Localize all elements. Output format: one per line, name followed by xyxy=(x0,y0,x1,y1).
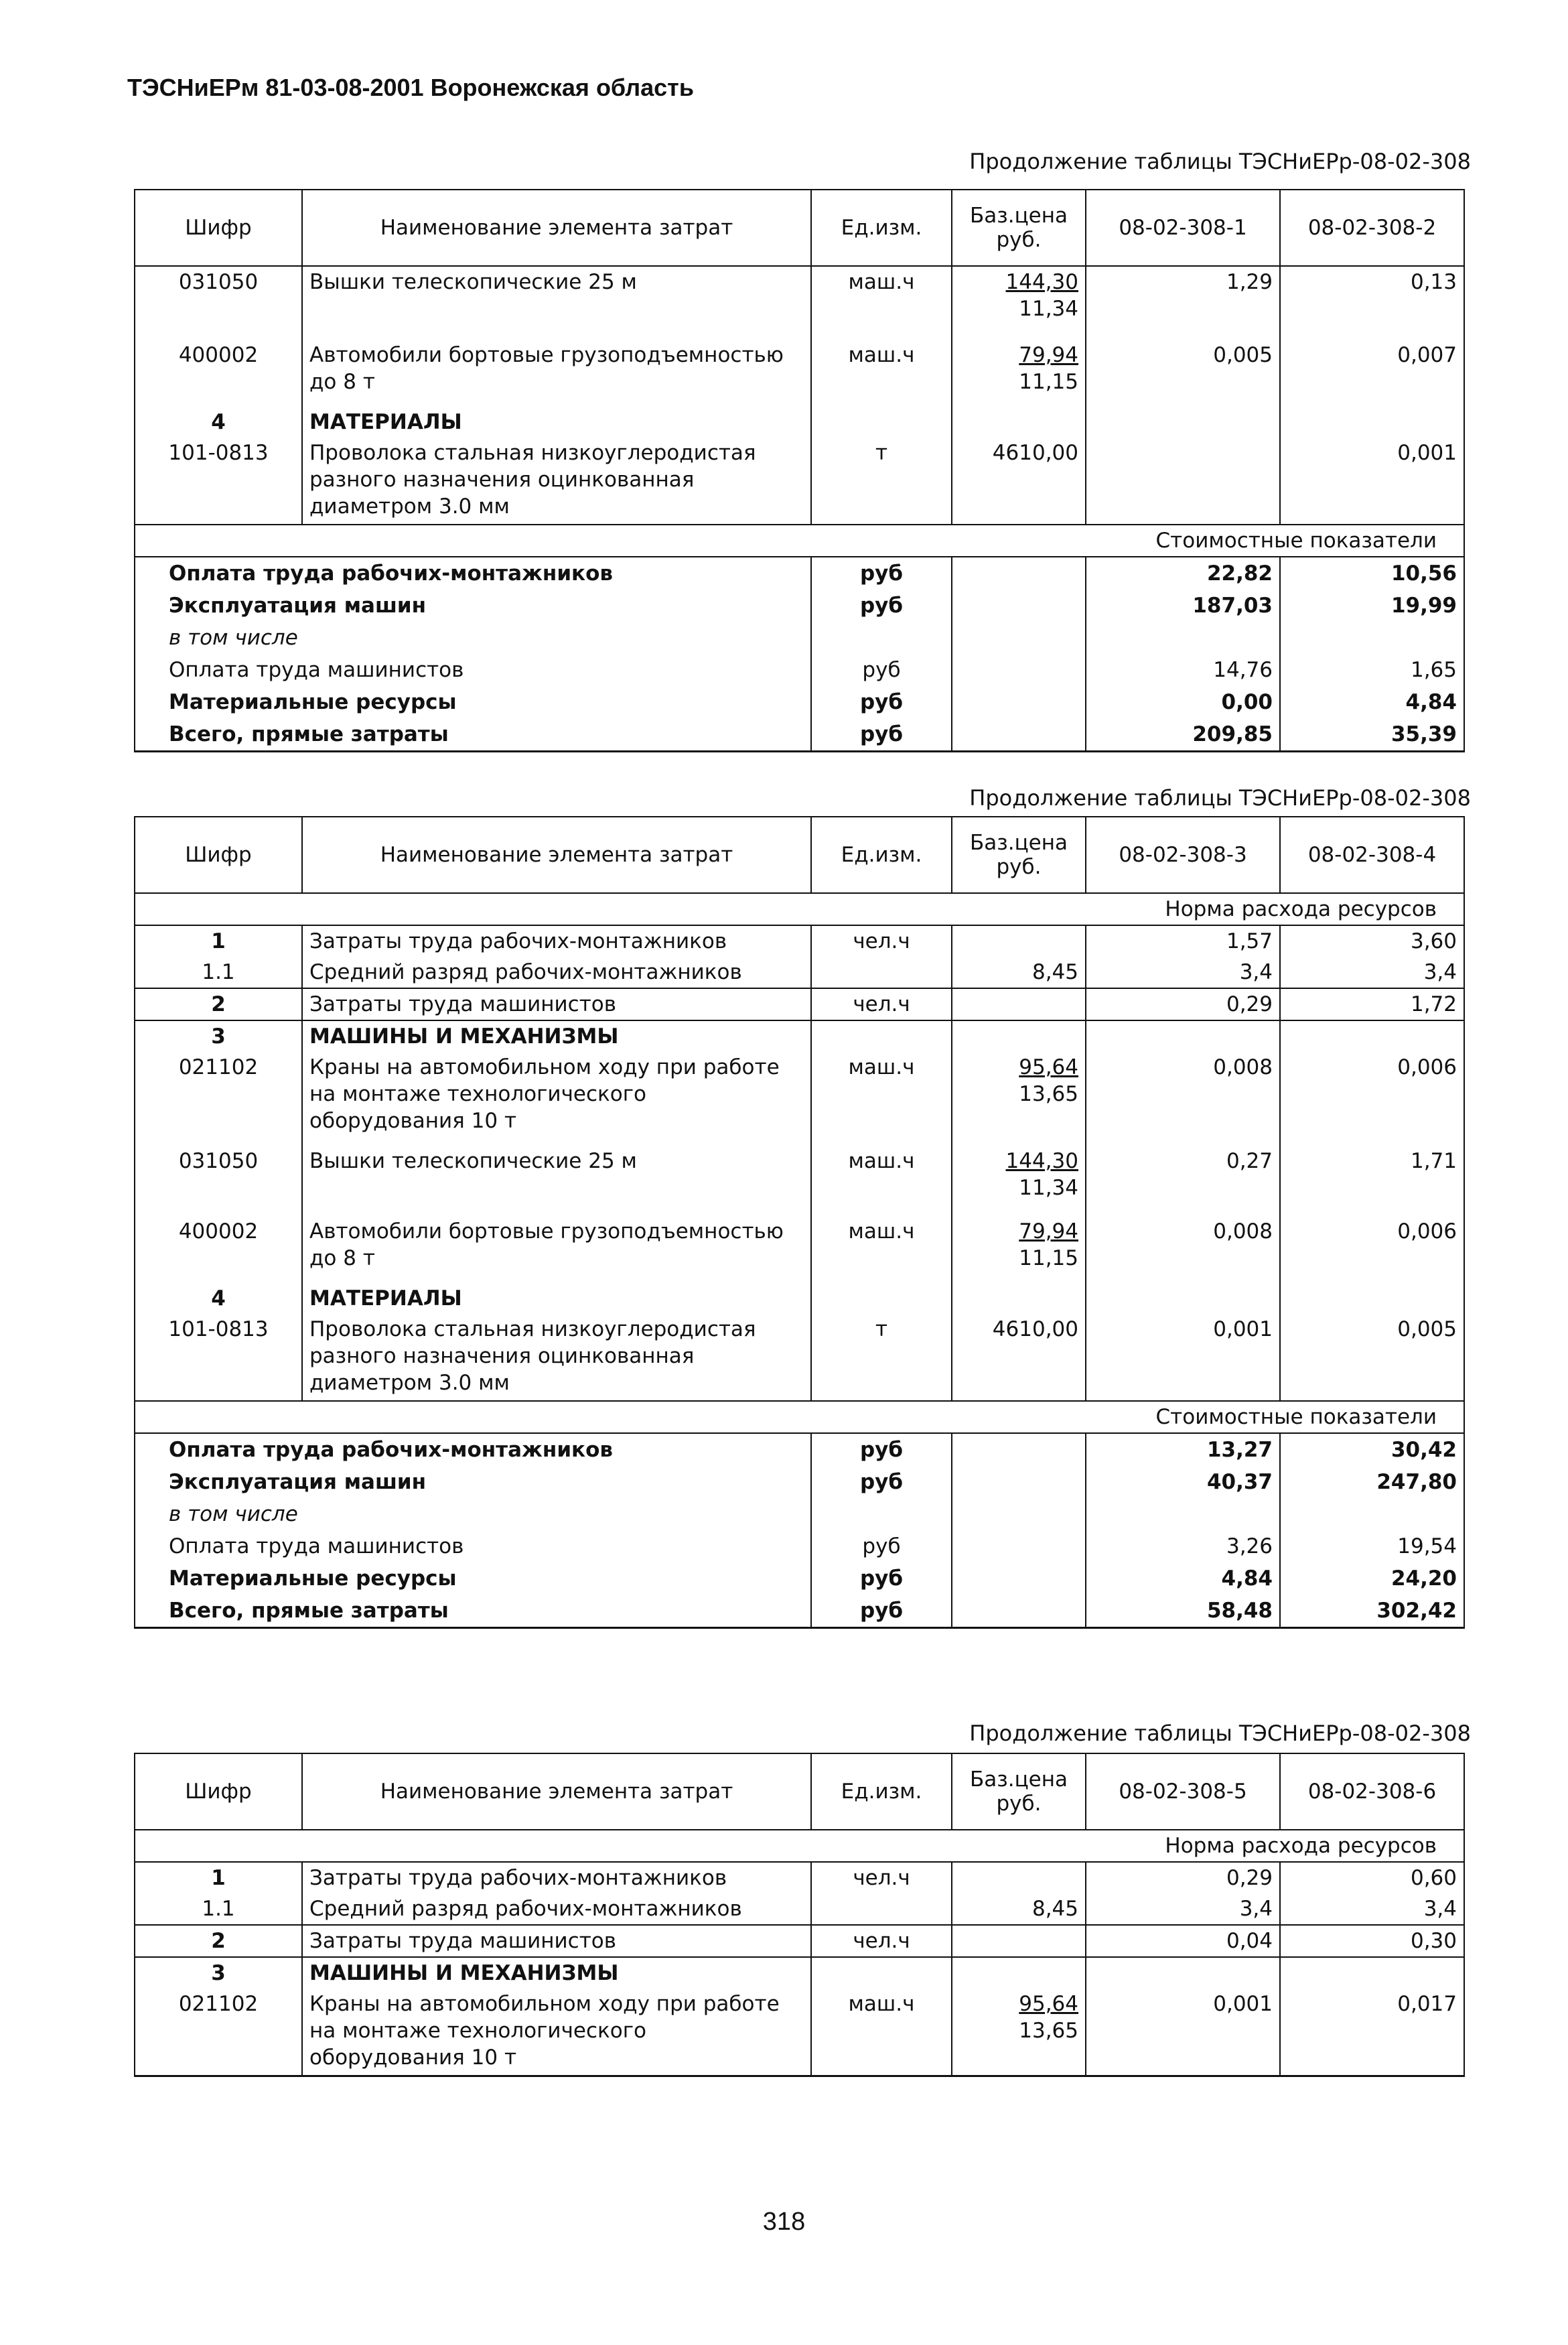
row-price xyxy=(952,1146,1086,1216)
cost-label: Оплата труда машинистов xyxy=(135,654,811,686)
row-price xyxy=(952,266,1086,340)
col-code-header: Шифр xyxy=(135,817,302,893)
cost-value-2: 4,84 xyxy=(1280,686,1464,718)
row-value-1: 0,008 xyxy=(1086,1052,1280,1146)
table-row xyxy=(135,1146,1464,1216)
cost-value-2: 10,56 xyxy=(1280,557,1464,590)
table-row xyxy=(135,1052,1464,1146)
row-value-1: 3,4 xyxy=(1086,957,1280,988)
row-name: Вышки телескопические 25 м xyxy=(302,266,811,340)
row-unit: маш.ч xyxy=(811,1146,952,1216)
row-code: 021102 xyxy=(135,1052,302,1146)
row-section-title: МАТЕРИАЛЫ xyxy=(302,407,811,438)
row-value-2: 3,60 xyxy=(1280,925,1464,957)
row-price xyxy=(952,1052,1086,1146)
row-name: Краны на автомобильном ходу при работе на монтаже технологического оборудования 10 т xyxy=(302,1052,811,1146)
col-norm1-header: 08-02-308-3 xyxy=(1086,817,1280,893)
row-unit: чел.ч xyxy=(811,925,952,957)
cost-unit: руб xyxy=(811,1530,952,1562)
row-code: 2 xyxy=(135,1925,302,1957)
section-label-row xyxy=(135,525,1464,557)
cost-row xyxy=(135,1595,1464,1628)
row-unit: чел.ч xyxy=(811,1862,952,1893)
estimate-table-1 xyxy=(134,189,1465,752)
cost-value-2: 302,42 xyxy=(1280,1595,1464,1628)
cost-unit: руб xyxy=(811,557,952,590)
col-norm1-header: 08-02-308-1 xyxy=(1086,190,1280,266)
cost-unit: руб xyxy=(811,718,952,752)
col-code-header: Шифр xyxy=(135,1753,302,1830)
row-price xyxy=(952,1925,1086,1957)
row-name: Средний разряд рабочих-монтажников xyxy=(302,1893,811,1925)
col-price-header: Баз.цена руб. xyxy=(952,1753,1086,1830)
price-main: 144,30 xyxy=(1005,270,1078,294)
estimate-table-3 xyxy=(134,1753,1465,2077)
cost-value-2: 35,39 xyxy=(1280,718,1464,752)
row-value-2: 0,006 xyxy=(1280,1052,1464,1146)
col-norm2-header: 08-02-308-4 xyxy=(1280,817,1464,893)
cost-value-2: 19,99 xyxy=(1280,590,1464,622)
row-price xyxy=(952,988,1086,1020)
cost-value-2: 30,42 xyxy=(1280,1433,1464,1466)
price-secondary: 11,34 xyxy=(1019,1176,1078,1200)
cost-value-1: 0,00 xyxy=(1086,686,1280,718)
table-caption: Продолжение таблицы ТЭСНиЕРр-08-02-308 xyxy=(969,1721,1471,1746)
cost-row xyxy=(135,557,1464,590)
table-row xyxy=(135,988,1464,1020)
row-code: 031050 xyxy=(135,1146,302,1216)
row-code: 2 xyxy=(135,988,302,1020)
cost-row xyxy=(135,1466,1464,1498)
row-value-1: 0,27 xyxy=(1086,1146,1280,1216)
row-code: 1.1 xyxy=(135,957,302,988)
row-name: Затраты труда машинистов xyxy=(302,988,811,1020)
row-code: 101-0813 xyxy=(135,438,302,525)
cost-value-1: 13,27 xyxy=(1086,1433,1280,1466)
cost-label: Эксплуатация машин xyxy=(135,590,811,622)
cost-value-2: 19,54 xyxy=(1280,1530,1464,1562)
norma-section-label: Норма расхода ресурсов xyxy=(135,893,1464,925)
cost-unit: руб xyxy=(811,1595,952,1628)
table-row xyxy=(135,1893,1464,1925)
row-value-1: 0,001 xyxy=(1086,1314,1280,1401)
price-main: 95,64 xyxy=(1019,1055,1078,1079)
row-code: 400002 xyxy=(135,1216,302,1283)
row-value-2: 1,72 xyxy=(1280,988,1464,1020)
row-price: 8,45 xyxy=(952,1893,1086,1925)
cost-value-1: 4,84 xyxy=(1086,1562,1280,1595)
cost-value-1: 187,03 xyxy=(1086,590,1280,622)
row-unit: маш.ч xyxy=(811,340,952,407)
cost-section-label: Стоимостные показатели xyxy=(135,525,1464,557)
row-section-title: МАШИНЫ И МЕХАНИЗМЫ xyxy=(302,1020,811,1052)
row-unit: маш.ч xyxy=(811,1052,952,1146)
cost-row xyxy=(135,1433,1464,1466)
row-unit: чел.ч xyxy=(811,1925,952,1957)
row-name: Средний разряд рабочих-монтажников xyxy=(302,957,811,988)
row-value-1: 0,29 xyxy=(1086,1862,1280,1893)
col-unit-header: Ед.изм. xyxy=(811,817,952,893)
cost-label: в том числе xyxy=(135,622,811,654)
row-value-2: 0,017 xyxy=(1280,1989,1464,2076)
cost-label: Оплата труда машинистов xyxy=(135,1530,811,1562)
row-unit xyxy=(811,1893,952,1925)
table-caption: Продолжение таблицы ТЭСНиЕРр-08-02-308 xyxy=(969,149,1471,174)
row-price xyxy=(952,1862,1086,1893)
estimate-table-2 xyxy=(134,816,1465,1629)
cost-value-2: 1,65 xyxy=(1280,654,1464,686)
row-section-title: МАТЕРИАЛЫ xyxy=(302,1283,811,1314)
row-value-1: 0,001 xyxy=(1086,1989,1280,2076)
row-name: Проволока стальная низкоуглеродистая разного назначения оцинкованная диаметром 3.0 мм xyxy=(302,1314,811,1401)
row-code: 400002 xyxy=(135,340,302,407)
price-main: 95,64 xyxy=(1019,1992,1078,2016)
cost-row xyxy=(135,1562,1464,1595)
row-code: 031050 xyxy=(135,266,302,340)
price-secondary: 13,65 xyxy=(1019,2019,1078,2043)
cost-unit: руб xyxy=(811,654,952,686)
row-value-1: 0,04 xyxy=(1086,1925,1280,1957)
row-price xyxy=(952,340,1086,407)
cost-unit: руб xyxy=(811,686,952,718)
table-header-row xyxy=(135,190,1464,266)
page-number: 318 xyxy=(762,2208,806,2236)
row-value-1: 0,005 xyxy=(1086,340,1280,407)
row-name: Затраты труда рабочих-монтажников xyxy=(302,925,811,957)
cost-row xyxy=(135,590,1464,622)
row-code: 4 xyxy=(135,407,302,438)
row-name: Вышки телескопические 25 м xyxy=(302,1146,811,1216)
row-price xyxy=(952,1989,1086,2076)
cost-unit: руб xyxy=(811,1433,952,1466)
cost-row xyxy=(135,654,1464,686)
cost-value-1: 22,82 xyxy=(1086,557,1280,590)
row-price xyxy=(952,1216,1086,1283)
row-value-1: 0,008 xyxy=(1086,1216,1280,1283)
table-row xyxy=(135,407,1464,438)
row-value-2: 1,71 xyxy=(1280,1146,1464,1216)
section-label-row xyxy=(135,1830,1464,1862)
row-code: 021102 xyxy=(135,1989,302,2076)
row-code: 4 xyxy=(135,1283,302,1314)
col-norm2-header: 08-02-308-2 xyxy=(1280,190,1464,266)
cost-label: в том числе xyxy=(135,1498,811,1530)
table-row xyxy=(135,1989,1464,2076)
cost-label: Оплата труда рабочих-монтажников xyxy=(135,1433,811,1466)
row-value-1 xyxy=(1086,438,1280,525)
cost-row xyxy=(135,686,1464,718)
cost-unit: руб xyxy=(811,1562,952,1595)
row-value-2: 3,4 xyxy=(1280,1893,1464,1925)
row-value-2: 0,005 xyxy=(1280,1314,1464,1401)
table-row xyxy=(135,438,1464,525)
price-main: 144,30 xyxy=(1005,1149,1078,1173)
page-header: ТЭСНиЕРм 81-03-08-2001 Воронежская область xyxy=(127,74,694,101)
table-row xyxy=(135,340,1464,407)
table-row xyxy=(135,1314,1464,1401)
col-name-header: Наименование элемента затрат xyxy=(302,190,811,266)
cost-row xyxy=(135,1498,1464,1530)
col-price-header: Баз.цена руб. xyxy=(952,190,1086,266)
norma-section-label: Норма расхода ресурсов xyxy=(135,1830,1464,1862)
table-row xyxy=(135,957,1464,988)
table-row xyxy=(135,1283,1464,1314)
row-code: 101-0813 xyxy=(135,1314,302,1401)
cost-value-1: 58,48 xyxy=(1086,1595,1280,1628)
table-header-row xyxy=(135,817,1464,893)
row-code: 1 xyxy=(135,925,302,957)
row-code: 3 xyxy=(135,1020,302,1052)
price-secondary: 11,15 xyxy=(1019,1246,1078,1270)
cost-label: Эксплуатация машин xyxy=(135,1466,811,1498)
price-secondary: 11,34 xyxy=(1019,297,1078,321)
table-row xyxy=(135,266,1464,340)
col-price-header: Баз.цена руб. xyxy=(952,817,1086,893)
col-name-header: Наименование элемента затрат xyxy=(302,1753,811,1830)
row-value-1: 1,57 xyxy=(1086,925,1280,957)
row-section-title: МАШИНЫ И МЕХАНИЗМЫ xyxy=(302,1957,811,1989)
cost-label: Оплата труда рабочих-монтажников xyxy=(135,557,811,590)
row-value-2: 0,13 xyxy=(1280,266,1464,340)
cost-label: Материальные ресурсы xyxy=(135,1562,811,1595)
row-value-1: 3,4 xyxy=(1086,1893,1280,1925)
price-secondary: 13,65 xyxy=(1019,1082,1078,1106)
col-unit-header: Ед.изм. xyxy=(811,190,952,266)
row-name: Краны на автомобильном ходу при работе на монтаже технологического оборудования 10 т xyxy=(302,1989,811,2076)
row-name: Проволока стальная низкоуглеродистая разного назначения оцинкованная диаметром 3.0 мм xyxy=(302,438,811,525)
row-value-2: 0,001 xyxy=(1280,438,1464,525)
table-row xyxy=(135,1020,1464,1052)
cost-value-1: 14,76 xyxy=(1086,654,1280,686)
table-header-row xyxy=(135,1753,1464,1830)
row-value-1: 1,29 xyxy=(1086,266,1280,340)
row-code: 1 xyxy=(135,1862,302,1893)
cost-value-2: 247,80 xyxy=(1280,1466,1464,1498)
row-price: 4610,00 xyxy=(952,1314,1086,1401)
cost-row xyxy=(135,718,1464,752)
row-unit: чел.ч xyxy=(811,988,952,1020)
cost-row xyxy=(135,1530,1464,1562)
row-unit: маш.ч xyxy=(811,1216,952,1283)
table-row xyxy=(135,1925,1464,1957)
row-value-2: 0,006 xyxy=(1280,1216,1464,1283)
row-price xyxy=(952,925,1086,957)
row-unit xyxy=(811,957,952,988)
row-name: Затраты труда машинистов xyxy=(302,1925,811,1957)
section-label-row xyxy=(135,1401,1464,1433)
cost-label: Всего, прямые затраты xyxy=(135,718,811,752)
price-main: 79,94 xyxy=(1019,1219,1078,1244)
row-value-1: 0,29 xyxy=(1086,988,1280,1020)
cost-label: Материальные ресурсы xyxy=(135,686,811,718)
row-name: Автомобили бортовые грузоподъемностью до 8 т xyxy=(302,1216,811,1283)
table-row xyxy=(135,925,1464,957)
row-value-2: 0,60 xyxy=(1280,1862,1464,1893)
row-unit: маш.ч xyxy=(811,1989,952,2076)
row-price: 8,45 xyxy=(952,957,1086,988)
cost-label: Всего, прямые затраты xyxy=(135,1595,811,1628)
row-value-2: 0,30 xyxy=(1280,1925,1464,1957)
cost-row xyxy=(135,622,1464,654)
col-norm1-header: 08-02-308-5 xyxy=(1086,1753,1280,1830)
row-code: 1.1 xyxy=(135,1893,302,1925)
row-unit: т xyxy=(811,1314,952,1401)
cost-unit: руб xyxy=(811,590,952,622)
price-main: 79,94 xyxy=(1019,343,1078,367)
table-row xyxy=(135,1957,1464,1989)
row-unit: маш.ч xyxy=(811,266,952,340)
table-row xyxy=(135,1862,1464,1893)
col-code-header: Шифр xyxy=(135,190,302,266)
cost-value-1: 40,37 xyxy=(1086,1466,1280,1498)
row-unit: т xyxy=(811,438,952,525)
price-secondary: 11,15 xyxy=(1019,370,1078,394)
row-code: 3 xyxy=(135,1957,302,1989)
cost-value-1: 209,85 xyxy=(1086,718,1280,752)
col-unit-header: Ед.изм. xyxy=(811,1753,952,1830)
row-name: Автомобили бортовые грузоподъемностью до 8 т xyxy=(302,340,811,407)
table-row xyxy=(135,1216,1464,1283)
row-price: 4610,00 xyxy=(952,438,1086,525)
cost-value-2: 24,20 xyxy=(1280,1562,1464,1595)
section-label-row xyxy=(135,893,1464,925)
cost-value-1: 3,26 xyxy=(1086,1530,1280,1562)
row-value-2: 0,007 xyxy=(1280,340,1464,407)
cost-unit: руб xyxy=(811,1466,952,1498)
col-name-header: Наименование элемента затрат xyxy=(302,817,811,893)
cost-section-label: Стоимостные показатели xyxy=(135,1401,1464,1433)
row-name: Затраты труда рабочих-монтажников xyxy=(302,1862,811,1893)
col-norm2-header: 08-02-308-6 xyxy=(1280,1753,1464,1830)
table-caption: Продолжение таблицы ТЭСНиЕРр-08-02-308 xyxy=(969,785,1471,811)
row-value-2: 3,4 xyxy=(1280,957,1464,988)
